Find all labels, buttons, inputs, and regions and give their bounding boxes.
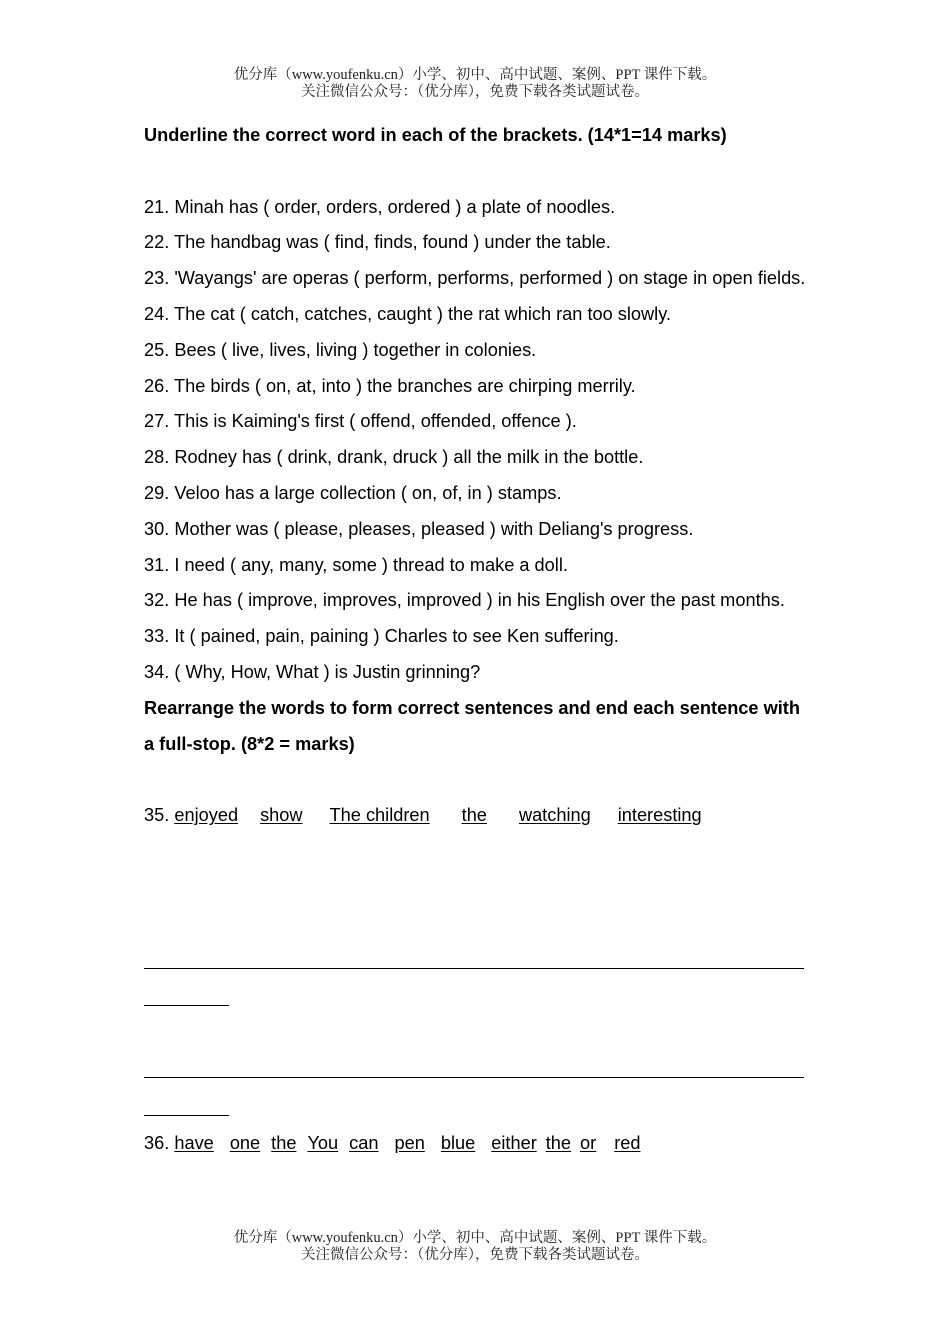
question-30: 30. Mother was ( please, pleases, pleased ) with Deliang's progress. — [144, 518, 694, 539]
answer-line-2a[interactable] — [144, 1077, 804, 1078]
page-footer — [0, 1230, 950, 1264]
section1-instruction: Underline the correct word in each of the brackets. (14*1=14 marks) — [144, 125, 727, 145]
word-tile: interesting — [617, 805, 702, 826]
question-26: 26. The birds ( on, at, into ) the branches are chirping merrily. — [144, 375, 636, 396]
word-tile: either — [491, 1133, 537, 1153]
question-36 — [144, 1126, 814, 1162]
question-23: 23. 'Wayangs' are operas ( perform, performs, performed ) on stage in open fields. — [144, 268, 806, 289]
question-32: 32. He has ( improve, improves, improved ) in his English over the past months. — [144, 590, 785, 611]
question-25: 25. Bees ( live, lives, living ) together in colonies. — [144, 339, 537, 360]
spacer — [144, 762, 814, 798]
answer-line-1b[interactable] — [144, 1005, 229, 1006]
question-33: 33. It ( pained, pain, paining ) Charles to see Ken suffering. — [144, 626, 619, 647]
question-34: 34. ( Why, How, What ) is Justin grinning? — [144, 661, 481, 682]
question-21: 21. Minah has ( order, orders, ordered ) a plate of noodles. — [144, 196, 616, 217]
word-tile: can — [349, 1133, 379, 1153]
word-tile: the — [461, 805, 487, 826]
section2-instruction: Rearrange the words to form correct sentences and end each sentence with a full-stop. (8*2 = marks) — [144, 697, 800, 754]
question-36-number: 36. — [144, 1133, 170, 1153]
question-27: 27. This is Kaiming's first ( offend, offended, offence ). — [144, 411, 577, 432]
word-tile: the — [271, 1133, 297, 1153]
footer-line-2: 关注微信公众号：（优分库），免费下载各类试题试卷。 — [301, 1247, 649, 1263]
header-line-2: 关注微信公众号：（优分库），免费下载各类试题试卷。 — [301, 84, 649, 100]
word-tile: You — [307, 1133, 339, 1153]
word-tile: have — [174, 1133, 214, 1153]
question-22: 22. The handbag was ( find, finds, found ) under the table. — [144, 232, 611, 253]
word-tile: the — [545, 1133, 572, 1153]
word-tile: The children — [329, 805, 430, 826]
question-24: 24. The cat ( catch, catches, caught ) the rat which ran too slowly. — [144, 303, 672, 324]
answer-line-2b[interactable] — [144, 1115, 229, 1116]
worksheet-body — [144, 118, 814, 834]
question-31: 31. I need ( any, many, some ) thread to make a doll. — [144, 554, 568, 575]
question-35 — [144, 798, 814, 834]
word-tile: blue — [440, 1133, 476, 1153]
word-tile: enjoyed — [174, 805, 239, 826]
word-tile: one — [229, 1133, 261, 1153]
question-29: 29. Veloo has a large collection ( on, of, in ) stamps. — [144, 482, 562, 503]
spacer — [144, 154, 814, 190]
word-tile: pen — [394, 1133, 425, 1153]
word-tile: show — [260, 805, 303, 826]
footer-line-1: 优分库（www.youfenku.cn）小学、初中、高中试题、案例、PPT 课件下载。 — [233, 1230, 717, 1246]
word-tile: red — [614, 1133, 641, 1153]
question-35-number: 35. — [144, 805, 170, 826]
word-tile: watching — [518, 805, 591, 826]
answer-line-1a[interactable] — [144, 968, 804, 969]
header-line-1: 优分库（www.youfenku.cn）小学、初中、高中试题、案例、PPT 课件下载。 — [233, 67, 717, 83]
page-header — [0, 67, 950, 101]
question-28: 28. Rodney has ( drink, drank, druck ) all the milk in the bottle. — [144, 447, 644, 468]
word-tile: or — [580, 1133, 597, 1153]
